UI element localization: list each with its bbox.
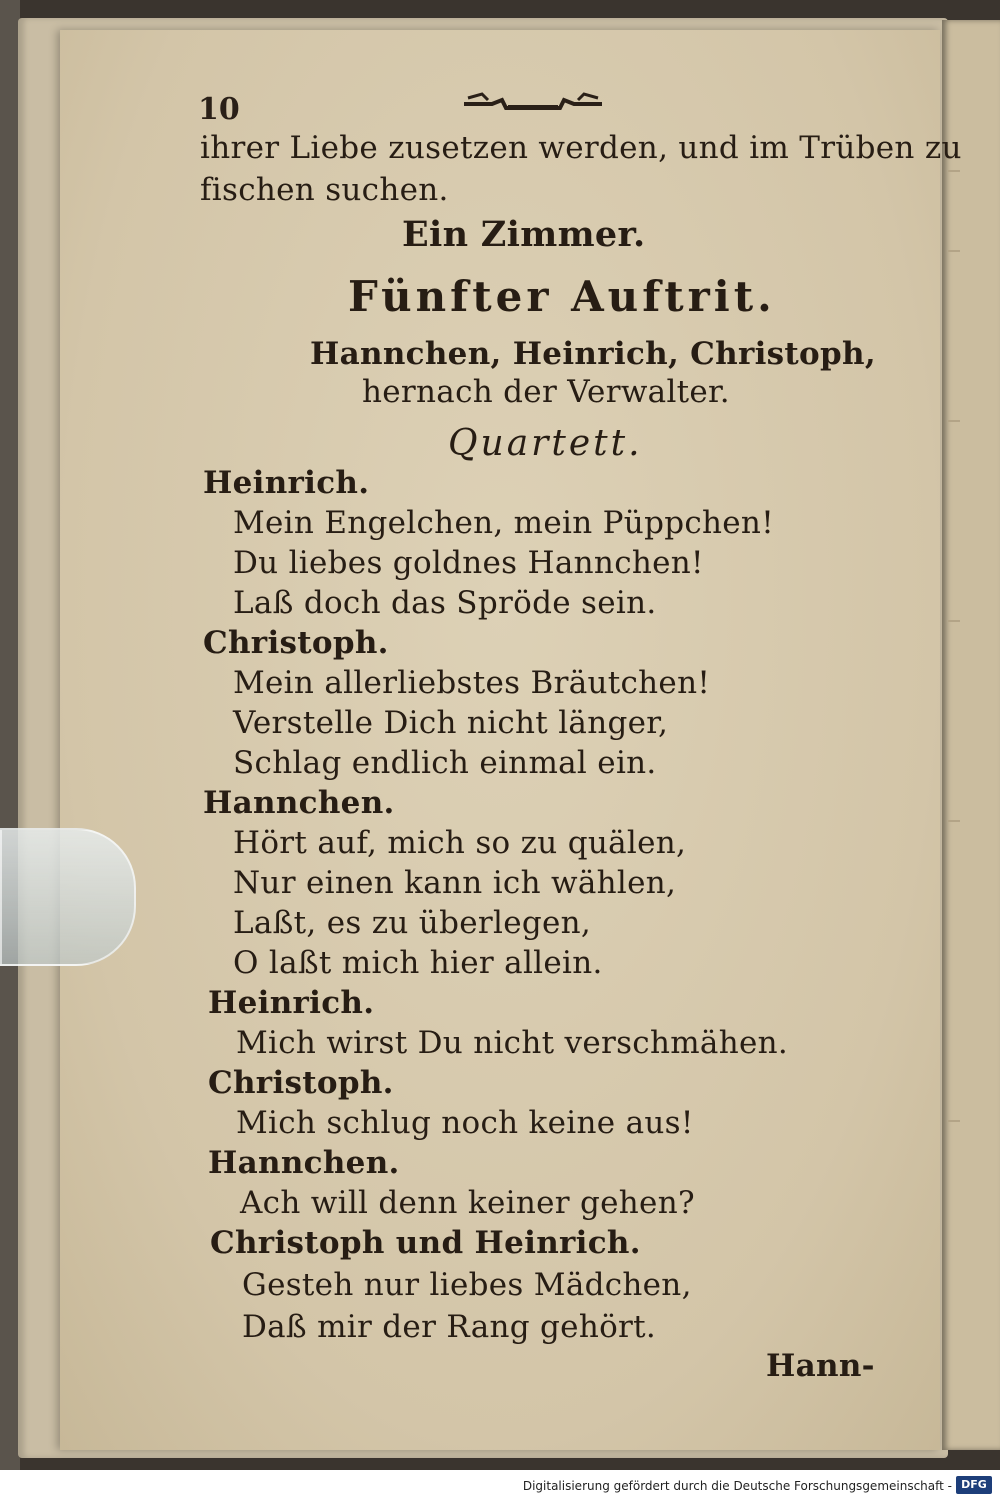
ornament-rule (462, 90, 604, 112)
page-number: 10 (198, 92, 240, 127)
catchword: Hann- (766, 1348, 875, 1384)
footer-bar (0, 1470, 1000, 1501)
bleed-line (948, 1120, 960, 1122)
verse-line: Mein allerliebstes Bräutchen! (233, 665, 711, 701)
verse-line: Laßt, es zu überlegen, (233, 905, 592, 941)
facing-page-edge (942, 20, 1000, 1450)
verse-line: Mich wirst Du nicht verschmähen. (236, 1025, 789, 1061)
bleed-line (948, 620, 960, 622)
verse-line: Du liebes goldnes Hannchen! (233, 545, 704, 581)
verse-line: Gesteh nur liebes Mädchen, (242, 1267, 692, 1303)
bleed-line (948, 420, 960, 422)
verse-line: Daß mir der Rang gehört. (242, 1309, 657, 1345)
speaker-name: Heinrich. (208, 985, 375, 1021)
act-title: Fünfter Auftrit. (348, 272, 776, 321)
verse-line: Ach will denn keiner gehen? (240, 1185, 695, 1221)
funding-credit: Digitalisierung gefördert durch die Deutsche Forschungsgemeinschaft - (522, 1479, 952, 1493)
speaker-name: Heinrich. (203, 465, 370, 501)
verse-line: Schlag endlich einmal ein. (233, 745, 657, 781)
speaker-name: Christoph. (208, 1065, 394, 1101)
text-line: ihrer Liebe zusetzen werden, und im Trüben zu (200, 130, 962, 166)
verse-line: Nur einen kann ich wählen, (233, 865, 677, 901)
form-heading: Quartett. (448, 423, 643, 464)
speaker-name: Hannchen. (203, 785, 395, 821)
bleed-line (948, 250, 960, 252)
scene-heading: Ein Zimmer. (402, 214, 646, 255)
speaker-name: Hannchen. (208, 1145, 400, 1181)
bleed-line (948, 170, 960, 172)
text-line: fischen suchen. (200, 172, 449, 208)
speaker-name: Christoph. (203, 625, 389, 661)
bleed-line (948, 820, 960, 822)
book-edge (0, 0, 20, 1470)
speaker-name: Christoph und Heinrich. (210, 1225, 641, 1261)
verse-line: Verstelle Dich nicht länger, (233, 705, 669, 741)
verse-line: Laß doch das Spröde sein. (233, 585, 657, 621)
verse-line: O laßt mich hier allein. (233, 945, 603, 981)
characters-line: hernach der Verwalter. (362, 374, 730, 410)
verse-line: Mein Engelchen, mein Püppchen! (233, 505, 774, 541)
dfg-logo: DFG (956, 1476, 992, 1494)
verse-line: Mich schlug noch keine aus! (236, 1105, 694, 1141)
verse-line: Hört auf, mich so zu quälen, (233, 825, 687, 861)
characters-line: Hannchen, Heinrich, Christoph, (310, 336, 876, 372)
page-holder-clip (0, 828, 136, 966)
